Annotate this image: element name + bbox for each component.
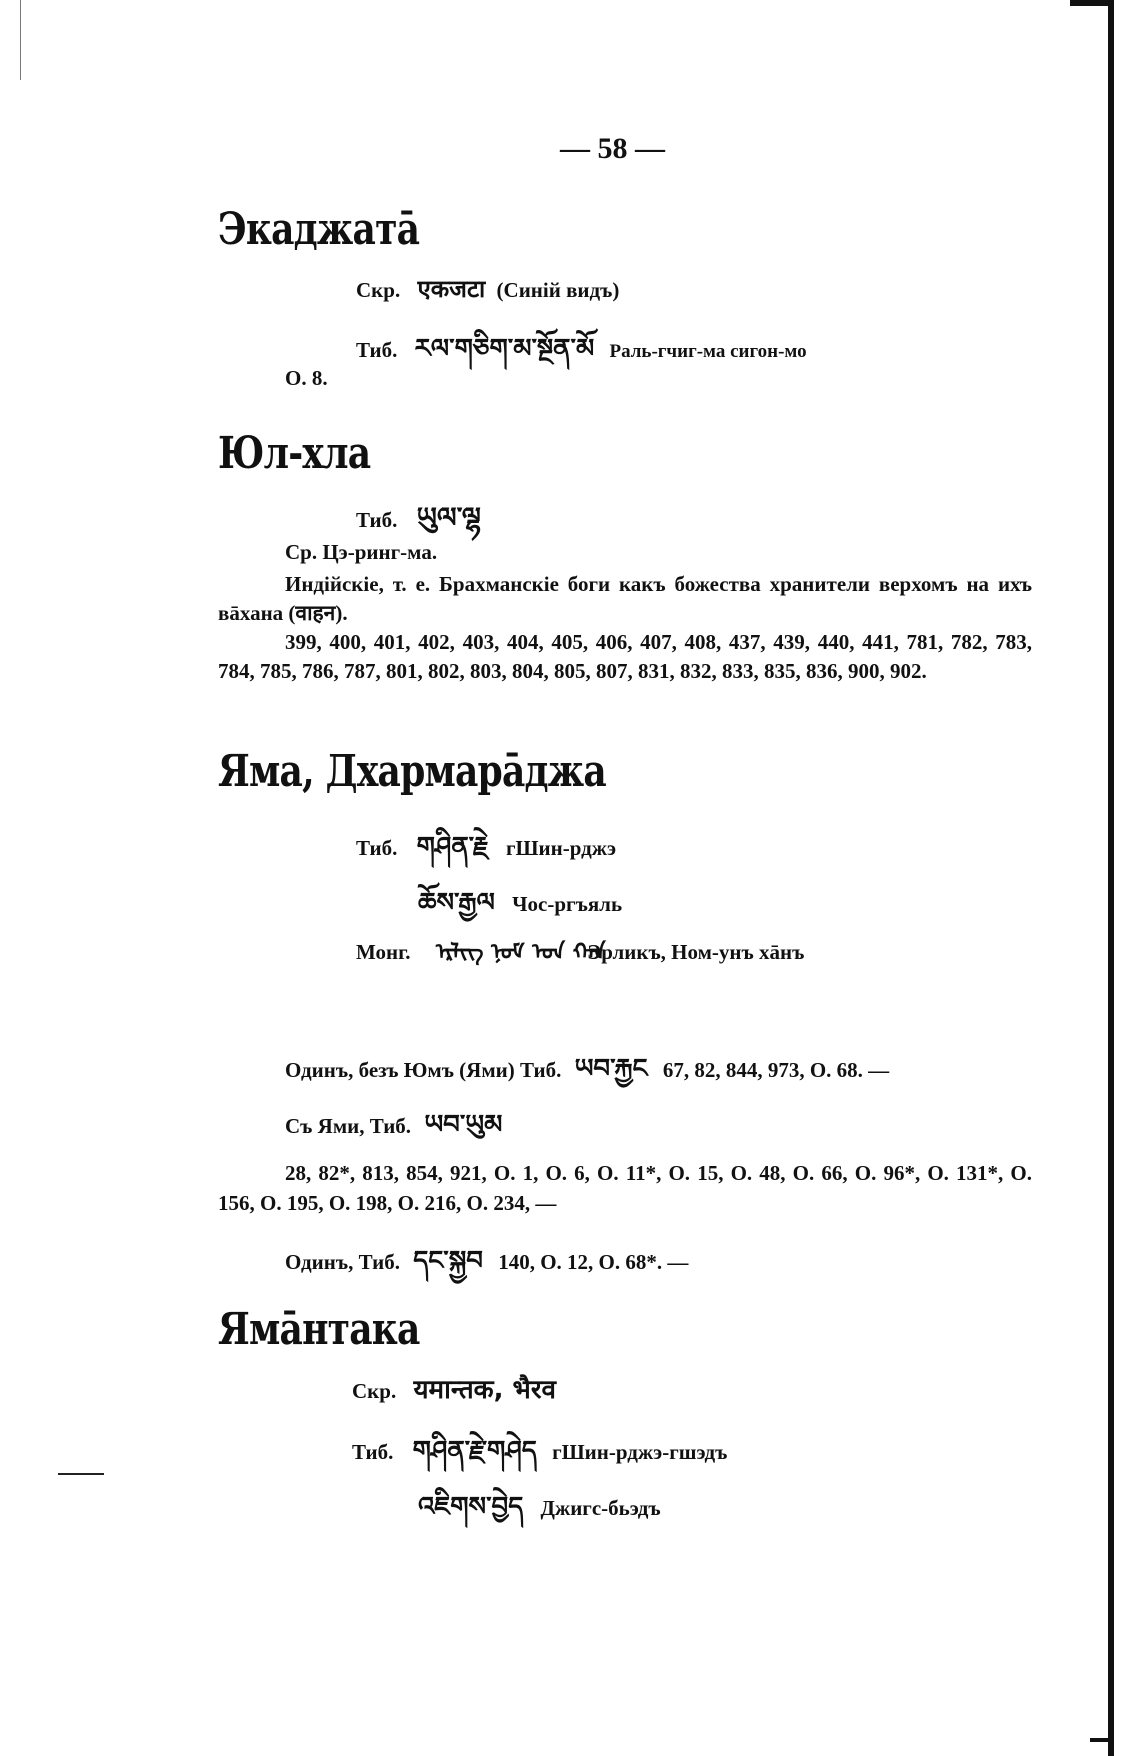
line-label: Скр. [356,278,401,302]
tibetan-script: གཤིན་རྗེ་གཤེད [412,1436,537,1466]
line-text: Съ Ями, Тиб. [285,1114,412,1138]
scan-edge-right [1108,0,1114,1756]
margin-dash [58,1473,104,1475]
scan-edge-left [20,0,21,80]
entry-line [285,1232,688,1305]
tibetan-script: གཤིན་རྗེ [416,832,489,862]
number-list: 399, 400, 401, 402, 403, 404, 405, 406, 407, 408, 437, 439, 440, 441, 781, 782, 783, 784, 785, 786, 787, 801, 802, 803, 804, 805, 807, 831, 832, 833, 835, 836, 900, 902. [218,630,1032,683]
scan-edge-bottom [1090,1738,1114,1742]
entry-line [356,272,619,305]
tibetan-script: ཡུལ་ལྷ [416,501,481,534]
line-text: Раль-гчиг-ма сигон-мо [609,341,807,362]
tibetan-script: ཆོས་རྒྱལ [418,888,495,918]
tibetan-script: ཡབ་རྐྱང [574,1054,648,1084]
tibetan-script: རལ་གཅིག་མ་སྔོན་མོ [414,334,595,364]
tibetan-script: ཡབ་ཡུམ [424,1110,503,1140]
line-text: Одинъ, безъ Юмъ (Ями) Тиб. [285,1058,562,1082]
devanagari-script: यमान्तक, भैरव [413,1375,556,1405]
line-text: гШин-рджэ [505,836,617,860]
line-tail: 67, 82, 844, 973, O. 68. — [662,1058,890,1082]
page-number: — 58 — [560,132,665,165]
line-label: Тиб. [356,338,398,362]
heading-yul-lha: Юл-хла [218,428,371,479]
line-label: Тиб. [356,836,398,860]
mongolian-script: ᠡᠷᠯᠢᠭ ᠨᠣᠮ ᠤᠨ ᠬᠠᠨ [435,940,606,965]
line-text: гШин-рджэ-гшэдъ [552,1440,728,1464]
entry-line [418,1478,661,1551]
paragraph: Ср. Цэ-ринг-ма. [285,540,438,564]
line-tail: 140, O. 12, O. 68*. — [498,1250,689,1274]
tibetan-script: འཇིགས་བྱེད [418,1492,524,1522]
line-label: Тиб. [352,1440,394,1464]
line-text: (Синiй видъ) [496,278,620,302]
number-list: 28, 82*, 813, 854, 921, O. 1, O. 6, O. 11*, O. 15, O. 48, O. 66, O. 96*, O. 131*, O. 156, O. 195, O. 198, O. 216, O. 234, — [218,1161,1032,1215]
line-text: Эрликъ, Ном-унъ хāнъ [587,940,805,964]
heading-yamantaka: Ямāнтака [218,1304,420,1355]
line-label: Монг. [356,940,411,964]
paragraph: Индiйскiе, т. е. Брахманскiе боги какъ божества хранители верхомъ на ихъ вāхана (वाहन). [218,572,1032,625]
line-text: Чос-ргъяль [512,892,623,916]
line-text: Джигс-бьэдъ [540,1496,661,1520]
tibetan-script: དང་སྐྱབ [413,1246,483,1276]
devanagari-script: एकजटा [417,275,486,303]
line-text: Одинъ, Тиб. [285,1250,400,1274]
entry-line [356,320,807,393]
heading-yama: Яма, Дхармарāджа [218,746,606,797]
heading-ekajata: Экаджатā [218,204,420,255]
line-label: Тиб. [356,508,398,532]
entry-line [356,928,804,966]
entry-line [352,1370,556,1406]
line-label: Скр. [352,1379,397,1403]
side-note: O. 8. [285,366,328,390]
